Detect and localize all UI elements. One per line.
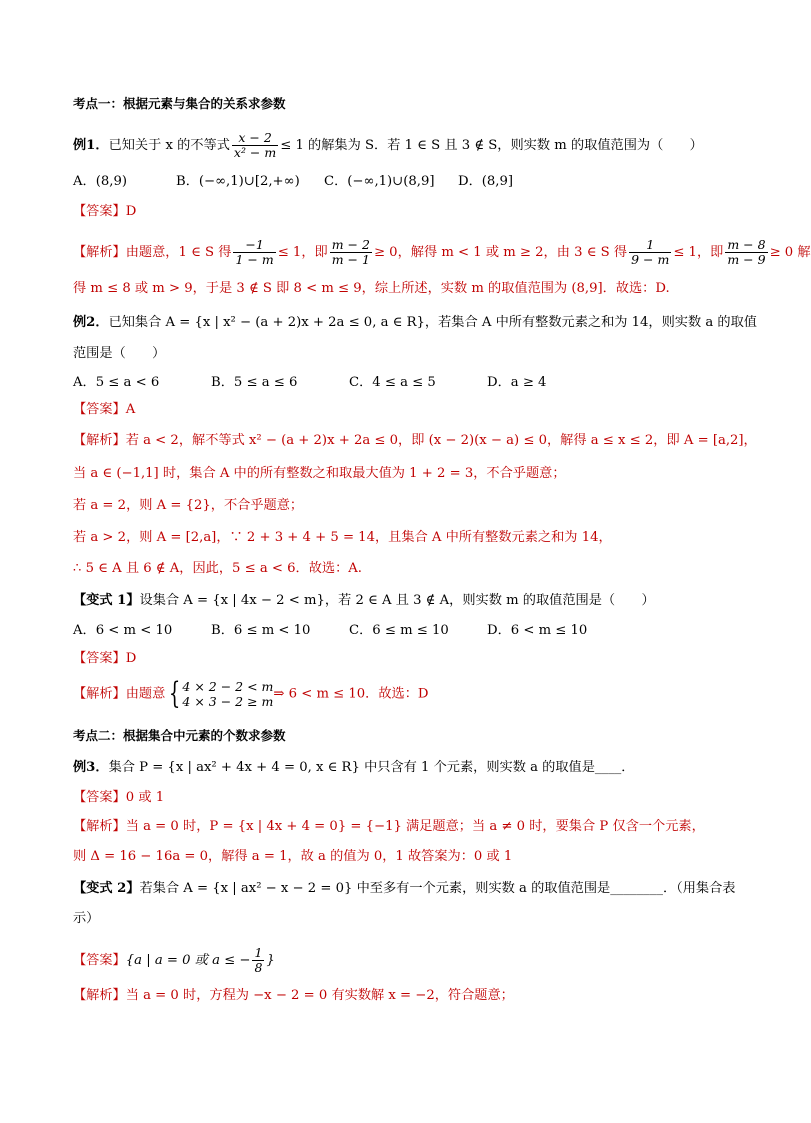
example-2-analysis-line: 若 a = 2，则 A = {2}，不合乎题意； (73, 498, 304, 513)
option-a: A．5 ≤ a < 6 (73, 375, 160, 390)
analysis-tag: 【解析】 (73, 245, 126, 260)
left-brace: { (169, 676, 181, 711)
variant-2-answer: 【答案】{a | a = 0 或 a ≤ − $\frac{1}{8}$ } (73, 945, 275, 975)
fraction: $\frac{-1}{1 - m}$ (235, 237, 274, 267)
example-1-question (73, 131, 703, 160)
answer-value: A (125, 402, 136, 417)
answer-value: D (125, 651, 137, 666)
option-b: B．6 ≤ m < 10 (211, 623, 311, 638)
option-b: B．5 ≤ a ≤ 6 (211, 375, 298, 390)
variant-label: 【变式 2】 (73, 881, 140, 896)
variant-1-answer (73, 650, 136, 668)
variant-2-question-cont: 示） (73, 911, 100, 926)
section-title: 考点一：根据元素与集合的关系求参数 (73, 96, 286, 111)
analysis-tag: 【解析】 (73, 686, 126, 702)
answer-value: D (125, 204, 137, 219)
example-1-options (73, 173, 513, 191)
example-1-analysis-cont: 得 m ≤ 8 或 m > 9，于是 3 ∉ S 即 8 < m ≤ 9，综上所述，实数 m 的取值范围为 (8,9]．故选：D. (73, 281, 670, 296)
question-text: 已知关于 x 的不等式 (108, 138, 230, 153)
example-3-analysis: 【解析】当 a = 0 时，P = {x | 4x + 4 = 0} = {−1} 满足题意；当 a ≠ 0 时，要集合 P 仅含一个元素， (73, 819, 705, 834)
answer-tag: 【答案】 (73, 790, 126, 805)
example-2-analysis-line: ∴ 5 ∈ A 且 6 ∉ A，因此，5 ≤ a < 6．故选：A. (73, 561, 362, 576)
example-2-answer (73, 401, 135, 419)
variant-2-analysis: 【解析】当 a = 0 时，方程为 −x − 2 = 0 有实数解 x = −2，符合题意； (73, 988, 514, 1003)
example-1-answer (73, 203, 136, 221)
option-d: D．a ≥ 4 (487, 375, 547, 390)
option-d: D．(8,9] (458, 174, 514, 189)
answer-tag: 【答案】 (73, 402, 126, 417)
example-3-analysis-cont: 则 Δ = 16 − 16a = 0，解得 a = 1，故 a 的值为 0，1 故答案为：0 或 1 (73, 849, 513, 864)
option-b: B．(−∞,1)∪[2,+∞) (176, 174, 300, 189)
variant-2-question: 【变式 2】若集合 A = {x | ax² − x − 2 = 0} 中至多有一个元素，则实数 a 的取值范围是________．（用集合表 (73, 881, 736, 896)
example-label: 例1． (73, 138, 109, 153)
example-2-analysis: 【解析】若 a < 2，解不等式 x² − (a + 2)x + 2a ≤ 0，即 (x − 2)(x − a) ≤ 0，解得 a ≤ x ≤ 2，即 A = [a,2]， (73, 433, 757, 448)
fraction: $\frac{1}{9 - m}$ (631, 237, 670, 267)
variant-1-options (73, 622, 587, 640)
answer-value: 0 或 1 (125, 790, 165, 805)
option-c: C．4 ≤ a ≤ 5 (349, 375, 436, 390)
option-c: C．6 ≤ m ≤ 10 (349, 623, 449, 638)
variant-label: 【变式 1】 (73, 593, 140, 608)
option-d: D．6 < m ≤ 10 (487, 623, 588, 638)
example-3-answer (73, 789, 164, 807)
example-2-analysis-line: 当 a ∈ (−1,1] 时，集合 A 中的所有整数之和取最大值为 1 + 2 = 3，不合乎题意； (73, 466, 566, 481)
option-a: A．6 < m < 10 (73, 623, 173, 638)
example-2-question: 例2．已知集合 A = {x | x² − (a + 2)x + 2a ≤ 0, a ∈ R}，若集合 A 中所有整数元素之和为 14，则实数 a 的取值 (73, 315, 757, 330)
example-2-options (73, 374, 546, 392)
analysis-tag: 【解析】 (73, 819, 126, 834)
answer-tag: 【答案】 (73, 953, 126, 968)
analysis-tag: 【解析】 (73, 433, 126, 448)
option-c: C．(−∞,1)∪(8,9] (324, 174, 435, 189)
equation-system: 4 × 2 − 2 < m 4 × 3 − 2 ≥ m (182, 679, 274, 709)
option-a: A．(8,9) (73, 174, 127, 189)
example-label: 例2． (73, 315, 109, 330)
fraction: $\frac{1}{8}$ (254, 945, 263, 975)
question-text: ≤ 1 的解集为 S．若 1 ∈ S 且 3 ∉ S，则实数 m 的取值范围为（ ） (280, 138, 703, 153)
fraction: $\frac{x - 2}{\text{x² − m}}$ (233, 130, 277, 160)
variant-1-analysis: 【解析】由题意 { 4 × 2 − 2 < m 4 × 3 − 2 ≥ m ⇒ 6 < m ≤ 10．故选：D (73, 676, 429, 711)
example-3-question: 例3．集合 P = {x | ax² + 4x + 4 = 0, x ∈ R} 中只含有 1 个元素，则实数 a 的取值是____． (73, 760, 635, 775)
analysis-tag: 【解析】 (73, 988, 126, 1003)
section-title: 考点二：根据集合中元素的个数求参数 (73, 728, 286, 743)
fraction: $\frac{m - 2}{m - 1}$ (331, 237, 370, 267)
example-label: 例3． (73, 760, 109, 775)
answer-tag: 【答案】 (73, 204, 126, 219)
example-2-analysis-line: 若 a > 2，则 A = [2,a]，∵ 2 + 3 + 4 + 5 = 14，且集合 A 中所有整数元素之和为 14， (73, 530, 612, 545)
variant-1-question: 【变式 1】设集合 A = {x | 4x − 2 < m}，若 2 ∈ A 且 3 ∉ A，则实数 m 的取值范围是（ ） (73, 593, 655, 608)
example-2-question-cont: 范围是（ ） (73, 346, 166, 361)
example-1-analysis: 【解析】由题意，1 ∈ S 得 $\frac{-1}{1 - m}$ ≤ 1，即 $\frac{m - 2}{m - 1}$ ≥ 0，解得 m < 1 或 m ≥ 2，由 3 ∈ S 得 $\frac{1}{9 - m}$ ≤ 1，即 $\frac{m - 8}{m - 9}$ ≥ 0 解 (73, 237, 811, 267)
fraction: $\frac{m - 8}{m - 9}$ (727, 237, 766, 267)
answer-tag: 【答案】 (73, 651, 126, 666)
